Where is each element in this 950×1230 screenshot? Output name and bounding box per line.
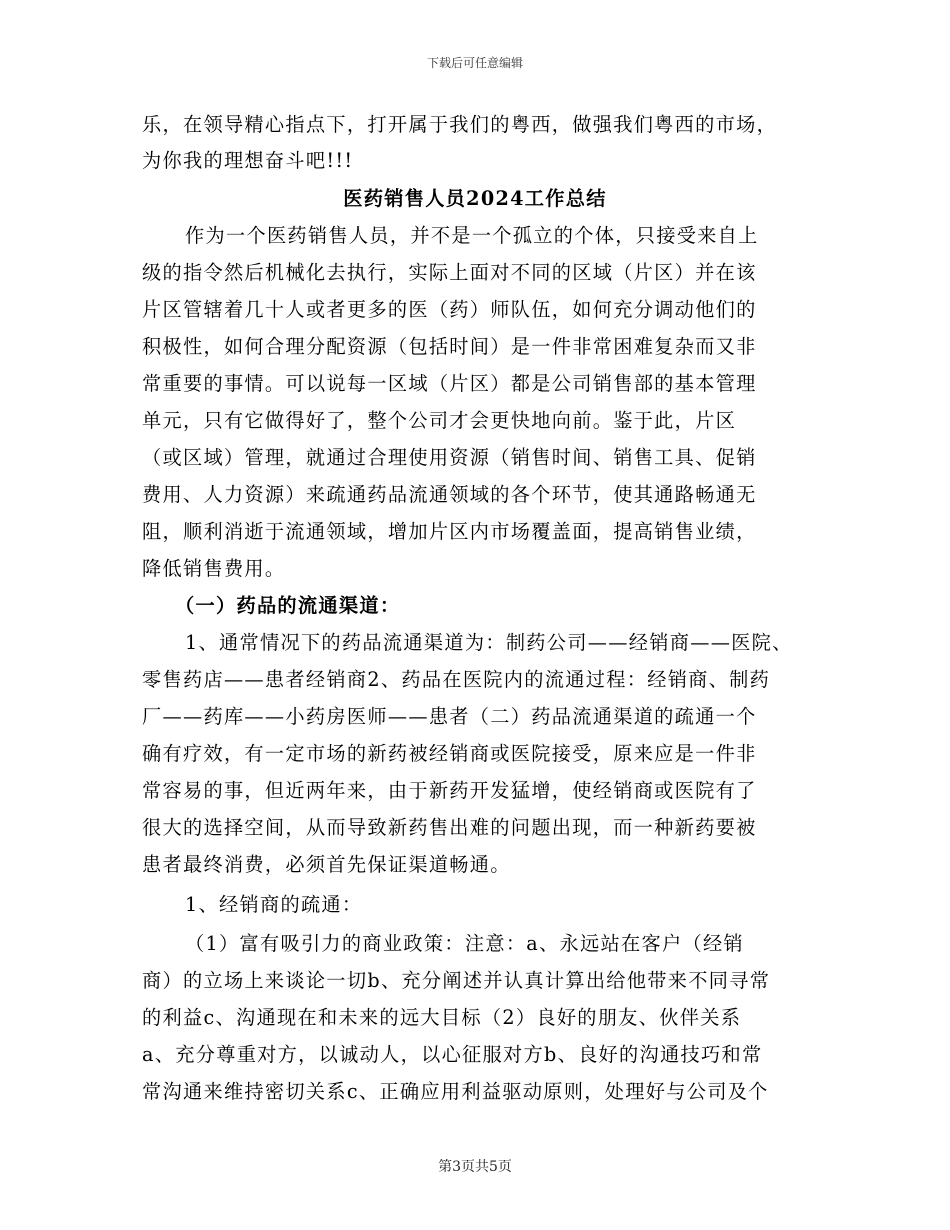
text-line: 患者最终消费，必须首先保证渠道畅通。 — [142, 853, 511, 876]
text-line: 厂——药库——小药房医师——患者（二）药品流通渠道的疏通一个 — [142, 705, 757, 728]
page-footer: 第3页共5页 — [438, 1159, 512, 1175]
text-line: 费用、人力资源）来疏通药品流通领域的各个环节，使其通路畅通无 — [142, 483, 757, 506]
text-line: 乐，在领导精心指点下，打开属于我们的粤西，做强我们粤西的市场， — [142, 113, 778, 136]
text-line: 降低销售费用。 — [142, 557, 286, 580]
text-line: 片区管辖着几十人或者更多的医（药）师队伍，如何充分调动他们的 — [142, 298, 757, 321]
text-line: 很大的选择空间，从而导致新药售出难的问题出现，而一种新药要被 — [142, 816, 757, 839]
text-line: 常容易的事，但近两年来，由于新药开发猛增，使经销商或医院有了 — [142, 779, 757, 802]
page-header: 下载后可任意编辑 — [426, 56, 523, 70]
text-line: 的利益c、沟通现在和未来的远大目标（2）良好的朋友、伙伴关系 — [142, 1006, 742, 1029]
text-line: 确有疗效，有一定市场的新药被经销商或医院接受，原来应是一件非 — [142, 742, 757, 765]
text-line: 常沟通来维持密切关系c、正确应用利益驱动原则，处理好与公司及个 — [142, 1080, 769, 1103]
text-line: （或区域）管理，就通过合理使用资源（销售时间、销售工具、促销 — [142, 446, 757, 469]
text-line: 积极性，如何合理分配资源（包括时间）是一件非常困难复杂而又非 — [142, 335, 757, 358]
text-line: 作为一个医药销售人员，并不是一个孤立的个体，只接受来自上 — [185, 224, 759, 247]
text-line: 阻，顺利消逝于流通领域，增加片区内市场覆盖面，提高销售业绩， — [142, 520, 757, 543]
text-line: 1、经销商的疏通： — [185, 893, 363, 916]
document-title: 医药销售人员2024工作总结 — [343, 187, 607, 210]
text-line: 单元，只有它做得好了，整个公司才会更快地向前。鉴于此，片区 — [142, 409, 737, 432]
text-line: 常重要的事情。可以说每一区域（片区）都是公司销售部的基本管理 — [142, 372, 757, 395]
section-heading: （一）药品的流通渠道： — [175, 594, 401, 617]
text-line: 商）的立场上来谈论一切b、充分阐述并认真计算出给他带来不同寻常 — [142, 969, 771, 992]
text-line: （1）富有吸引力的商业政策：注意：a、永远站在客户（经销 — [185, 932, 744, 955]
text-line: 级的指令然后机械化去执行，实际上面对不同的区域（片区）并在该 — [142, 261, 757, 284]
text-line: 1、通常情况下的药品流通渠道为：制药公司——经销商——医院、 — [185, 631, 793, 654]
text-line: 零售药店——患者经销商2、药品在医院内的流通过程：经销商、制药 — [142, 668, 771, 691]
text-line: 为你我的理想奋斗吧!!! — [142, 149, 354, 172]
text-line: a、充分尊重对方，以诚动人，以心征服对方b、良好的沟通技巧和常 — [142, 1043, 763, 1066]
